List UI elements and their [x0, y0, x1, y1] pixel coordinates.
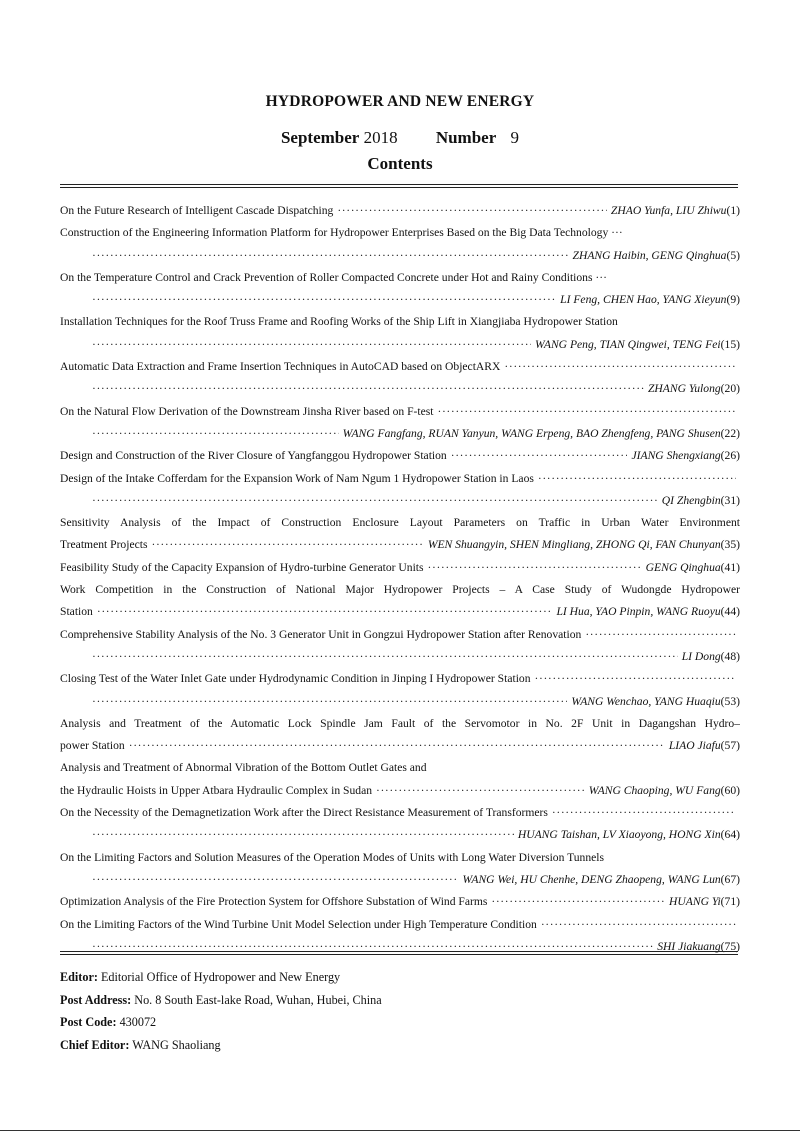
- leader-dots: [438, 401, 736, 423]
- toc-entry-line: [60, 780, 740, 802]
- toc-authors: WANG Chaoping, WU Fang: [588, 783, 721, 797]
- top-divider: [60, 184, 738, 185]
- toc-page-number: (67): [720, 872, 740, 886]
- toc-page-number: (60): [720, 783, 740, 797]
- toc-entry-line: [60, 802, 740, 824]
- toc-title-text: Design of the Intake Cofferdam for the Expansion Work of Nam Ngum 1 Hydropower Station in Laos: [60, 471, 534, 485]
- issue-month: September: [280, 128, 360, 147]
- toc-title-text: Station: [60, 605, 93, 619]
- leader-dots: [92, 646, 678, 668]
- leader-dots: [97, 601, 553, 623]
- leader-dots: [376, 780, 585, 802]
- toc-entry-line: [60, 824, 740, 846]
- leader-dots: [92, 245, 569, 267]
- leader-dots: [92, 289, 556, 311]
- toc-page-number: (48): [720, 649, 740, 663]
- toc-page-number: (1): [726, 204, 740, 217]
- toc-entry-line: [60, 378, 740, 400]
- postcode-label: Post Code:: [60, 1015, 117, 1029]
- toc-title-text: the Hydraulic Hoists in Upper Atbara Hydraulic Complex in Sudan: [60, 783, 373, 797]
- toc-entry-line: [60, 646, 740, 668]
- toc-authors: ZHANG Yulong: [647, 382, 721, 396]
- leader-dots: [451, 445, 628, 467]
- address-label: Post Address:: [60, 992, 132, 1007]
- issue-number: 9: [510, 128, 520, 147]
- leader-dots: [337, 200, 607, 222]
- toc-page-number: (64): [720, 828, 740, 842]
- toc-title-text: Installation Techniques for the Roof Truss Frame and Roofing Works of the Ship Lift in Xiangjiaba Hydropower Station: [60, 315, 618, 329]
- toc-entry-line: [60, 245, 740, 267]
- toc-entry-line: [60, 512, 740, 534]
- toc-entry-line: [60, 713, 740, 735]
- toc-title-text: power Station: [60, 739, 125, 753]
- toc-entry-line: [60, 490, 740, 512]
- toc-page-number: (5): [726, 248, 740, 262]
- top-divider-double: [60, 187, 738, 188]
- toc-title-text: On the Temperature Control and Crack Prevention of Roller Compacted Concrete under Hot and Rainy Conditions ···: [60, 270, 607, 284]
- toc-title-text: Design and Construction of the River Closure of Yangfanggou Hydropower Station: [60, 449, 447, 463]
- leader-dots: [92, 869, 459, 891]
- toc-page-number: (44): [720, 605, 740, 619]
- toc-entry-line: [60, 735, 740, 757]
- toc-authors: JIANG Shengxiang: [631, 449, 721, 463]
- toc-authors: WANG Wenchao, YANG Huaqiu: [571, 694, 721, 708]
- toc-entry-line: [60, 468, 740, 490]
- toc-authors: ZHAO Yunfa, LIU Zhiwu: [610, 204, 727, 217]
- toc-entry-line: [60, 579, 740, 601]
- chief-editor-value: WANG Shaoliang: [132, 1037, 221, 1052]
- leader-dots: [151, 534, 423, 556]
- chief-editor-label: Chief Editor:: [60, 1037, 130, 1052]
- toc-entry-line: [60, 847, 740, 869]
- leader-dots: [504, 356, 736, 378]
- leader-dots: [92, 691, 567, 713]
- leader-dots: [585, 624, 736, 646]
- leader-dots: [92, 490, 658, 512]
- toc-entry-line: [60, 334, 740, 356]
- toc-entry-line: [60, 267, 740, 289]
- toc-title-text: On the Limiting Factors and Solution Measures of the Operation Modes of Units with Long Water Diversion Tunnels: [60, 850, 605, 864]
- toc-entry-line: [60, 601, 740, 623]
- editor-label: Editor:: [60, 970, 98, 984]
- toc-entry-line: [60, 311, 740, 333]
- toc-title-text: Work Competition in the Construction of National Major Hydropower Projects – A Case Study of Wudongde Hydropower: [60, 583, 740, 597]
- leader-dots: [535, 668, 736, 690]
- toc-page-number: (22): [720, 426, 740, 440]
- toc-page-number: (53): [720, 694, 740, 708]
- toc-authors: WANG Fangfang, RUAN Yanyun, WANG Erpeng, BAO Zhengfeng, PANG Shusen: [342, 426, 721, 440]
- toc-authors: LI Dong: [681, 649, 721, 663]
- toc-entry-line: [60, 423, 740, 445]
- toc-title-text: On the Future Research of Intelligent Cascade Dispatching: [60, 204, 334, 217]
- toc-entry-line: [60, 445, 740, 467]
- table-of-contents: [60, 200, 740, 958]
- toc-authors: GENG Qinghua: [645, 560, 721, 574]
- toc-page-number: (15): [720, 337, 740, 351]
- toc-title-text: Feasibility Study of the Capacity Expansion of Hydro-turbine Generator Units: [60, 560, 424, 574]
- chief-editor-row: [60, 1034, 740, 1057]
- leader-dots: [541, 914, 736, 936]
- issue-year: 2018: [363, 128, 398, 147]
- toc-title-text: Comprehensive Stability Analysis of the No. 3 Generator Unit in Gongzui Hydropower Station after Renovation: [60, 627, 582, 641]
- toc-page-number: (57): [720, 739, 740, 753]
- toc-title-text: Treatment Projects: [60, 538, 148, 552]
- toc-authors: LIAO Jiafu: [668, 739, 721, 753]
- toc-authors: WEN Shuangyin, SHEN Mingliang, ZHONG Qi, FAN Chunyan: [427, 538, 721, 552]
- toc-title-text: Analysis and Treatment of Abnormal Vibration of the Bottom Outlet Gates and: [60, 761, 427, 775]
- journal-title: HYDROPOWER AND NEW ENERGY: [265, 93, 535, 110]
- toc-authors: WANG Peng, TIAN Qingwei, TENG Fei: [535, 337, 721, 351]
- leader-dots: [491, 891, 665, 913]
- leader-dots: [129, 735, 665, 757]
- toc-title-text: Optimization Analysis of the Fire Protection System for Offshore Substation of Wind Farms: [60, 895, 488, 909]
- toc-title-text: Sensitivity Analysis of the Impact of Construction Enclosure Layout Parameters on Traffic in Urban Water Environment: [60, 516, 740, 530]
- bottom-divider-double: [60, 954, 738, 955]
- leader-dots: [92, 334, 531, 356]
- toc-authors: HUANG Yi: [669, 895, 721, 909]
- issue-number-label: Number: [435, 128, 497, 147]
- toc-authors: HUANG Taishan, LV Xiaoyong, HONG Xin: [517, 828, 721, 842]
- toc-title-text: Construction of the Engineering Information Platform for Hydropower Enterprises Based on the Big Data Technology ···: [60, 226, 623, 240]
- leader-dots: [538, 468, 736, 490]
- toc-entry-line: [60, 624, 740, 646]
- toc-entry-line: [60, 356, 740, 378]
- toc-entry-line: [60, 757, 740, 779]
- address-row: [60, 989, 740, 1012]
- page-edge-line: [0, 1130, 800, 1131]
- contents-heading: Contents: [367, 154, 433, 173]
- toc-title-text: Analysis and Treatment of the Automatic Lock Spindle Jam Fault of the Servomotor in No. 2F Unit in Dagangshan Hydro–: [60, 716, 740, 730]
- toc-title-text: On the Limiting Factors of the Wind Turbine Unit Model Selection under High Temperature Condition: [60, 917, 537, 931]
- bottom-divider: [60, 951, 738, 952]
- postcode-row: [60, 1011, 740, 1034]
- issue-line: [0, 128, 800, 148]
- toc-page-number: (35): [720, 538, 740, 552]
- postcode-value: 430072: [119, 1015, 157, 1029]
- toc-page-number: (75): [720, 939, 740, 953]
- toc-entry-line: [60, 222, 740, 244]
- toc-entry-line: [60, 200, 740, 222]
- toc-page-number: (20): [720, 382, 740, 396]
- toc-entry-line: [60, 289, 740, 311]
- toc-entry-line: [60, 668, 740, 690]
- editor-row: [60, 966, 740, 989]
- toc-entry-line: [60, 557, 740, 579]
- toc-authors: LI Feng, CHEN Hao, YANG Xieyun: [560, 293, 727, 307]
- toc-title-text: Automatic Data Extraction and Frame Insertion Techniques in AutoCAD based on ObjectARX: [60, 360, 501, 374]
- address-value: No. 8 South East-lake Road, Wuhan, Hubei, China: [134, 992, 382, 1007]
- editor-value: Editorial Office of Hydropower and New Energy: [100, 970, 341, 984]
- toc-title-text: On the Natural Flow Derivation of the Downstream Jinsha River based on F-test: [60, 404, 434, 418]
- toc-authors: ZHANG Haibin, GENG Qinghua: [572, 248, 727, 262]
- leader-dots: [92, 423, 339, 445]
- toc-page-number: (41): [720, 560, 740, 574]
- toc-page-number: (31): [720, 493, 740, 507]
- leader-dots: [428, 557, 642, 579]
- toc-title-text: On the Necessity of the Demagnetization Work after the Direct Resistance Measurement of Transformers: [60, 806, 548, 820]
- toc-authors: LI Hua, YAO Pinpin, WANG Ruoyu: [556, 605, 721, 619]
- leader-dots: [552, 802, 736, 824]
- toc-entry-line: [60, 401, 740, 423]
- leader-dots: [92, 824, 514, 846]
- toc-page-number: (9): [726, 293, 740, 307]
- toc-entry-line: [60, 914, 740, 936]
- toc-entry-line: [60, 891, 740, 913]
- toc-authors: WANG Wei, HU Chenhe, DENG Zhaopeng, WANG Lun: [462, 872, 721, 886]
- leader-dots: [92, 378, 644, 400]
- toc-entry-line: [60, 691, 740, 713]
- toc-page-number: (71): [720, 895, 740, 909]
- toc-title-text: Closing Test of the Water Inlet Gate under Hydrodynamic Condition in Jinping I Hydropower Station: [60, 672, 531, 686]
- toc-entry-line: [60, 534, 740, 556]
- toc-authors: SHI Jiakuang: [657, 939, 721, 953]
- editorial-info: [60, 966, 740, 1056]
- toc-authors: QI Zhengbin: [661, 493, 721, 507]
- toc-page-number: (26): [720, 449, 740, 463]
- toc-entry-line: [60, 869, 740, 891]
